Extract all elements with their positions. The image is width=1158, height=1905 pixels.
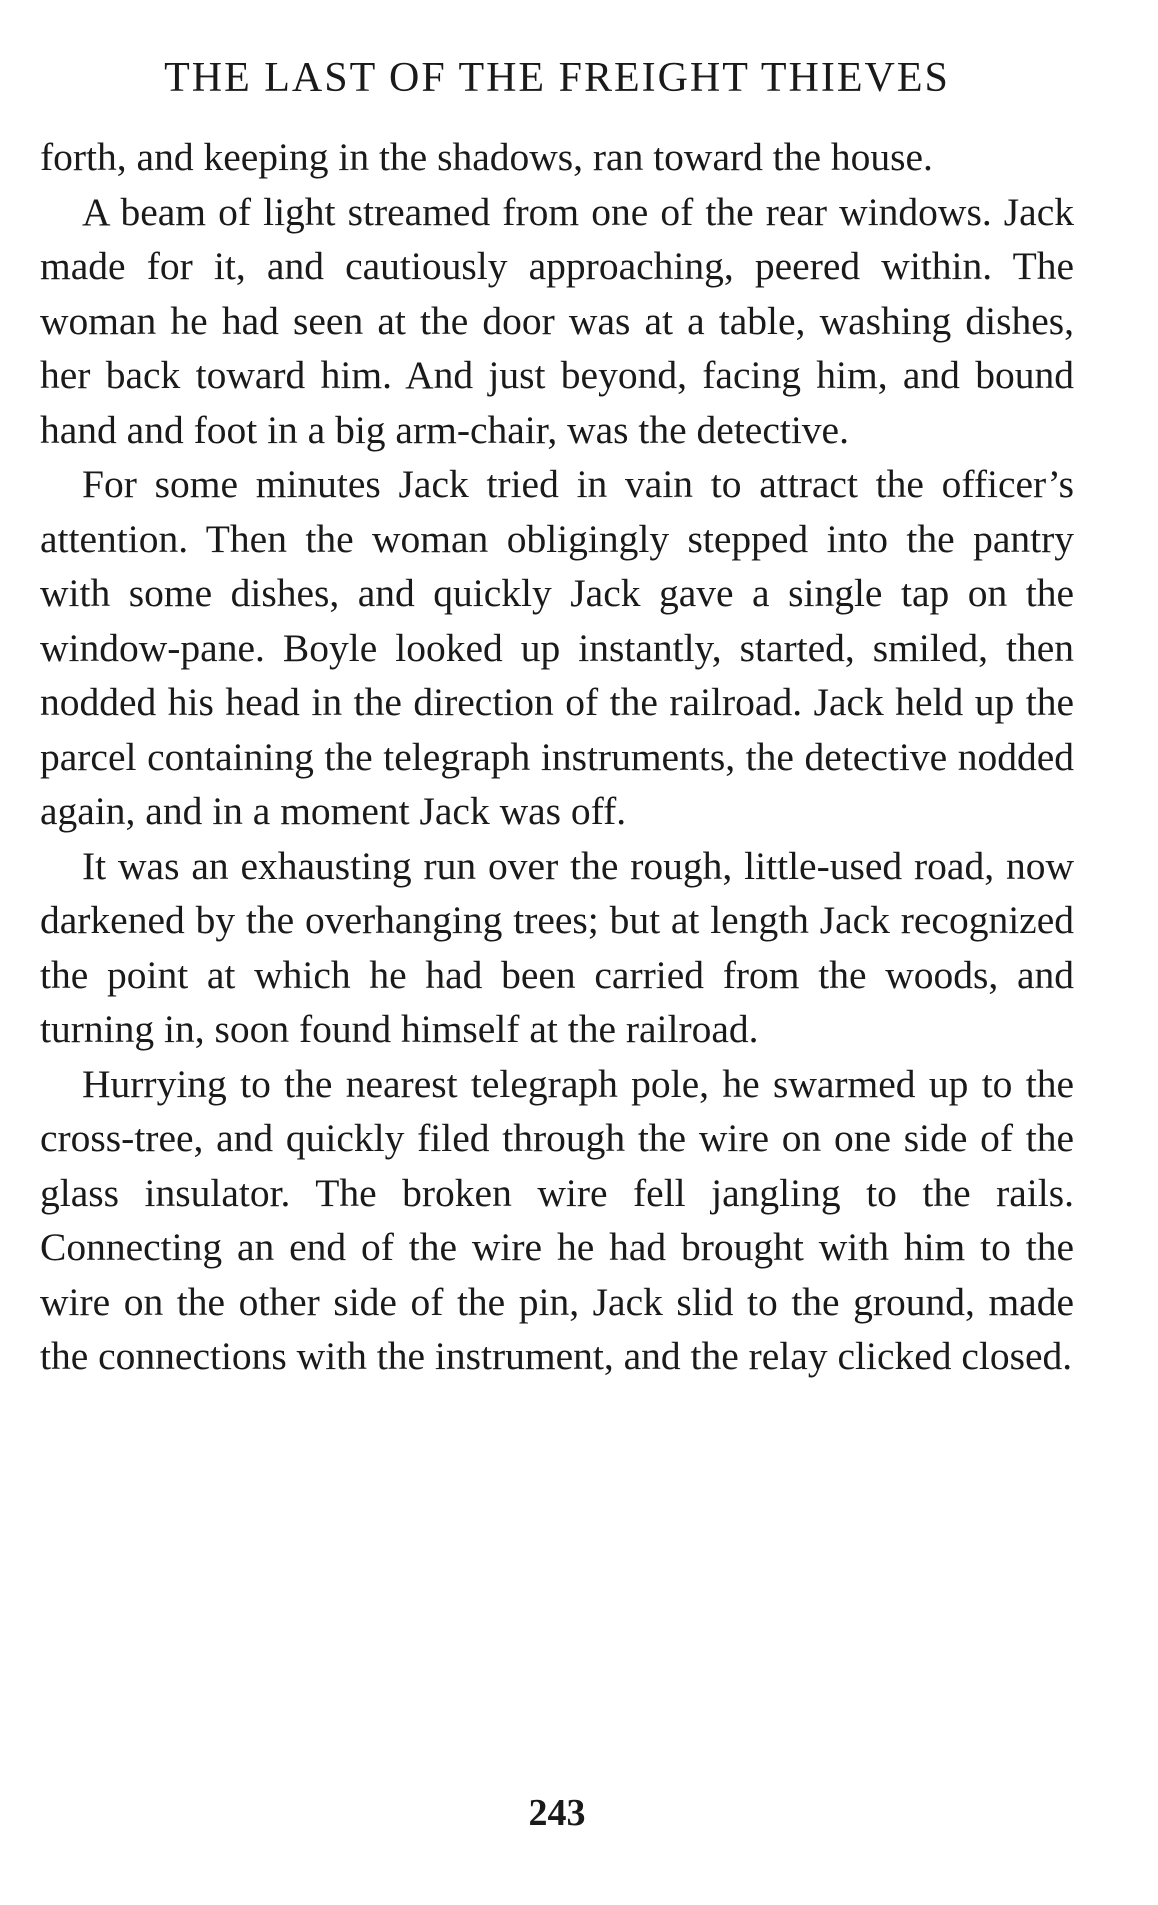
paragraph-2: A beam of light streamed from one of the rear windows. Jack made for it, and cautiously approaching, peered within. The woman he had seen at the door was at a table, washing dishes, her back toward him. And just beyond, facing him, and bound hand and foot in a big arm-chair, was the detective. — [40, 189, 1074, 452]
running-head: THE LAST OF THE FREIGHT THIEVES — [164, 55, 950, 101]
body-text — [40, 130, 1074, 1384]
paragraph-1: forth, and keeping in the shadows, ran toward the house. — [40, 135, 933, 179]
paragraph-5: Hurrying to the nearest telegraph pole, he swarmed up to the cross-tree, and quickly filed through the wire on one side of the glass insulator. The broken wire fell jangling to the rails. Connecting an end of the wire he had brought with him to the wire on the other side of the pin, Jack slid to the ground, made the connections with the instrument, and the relay clicked closed. — [40, 1061, 1074, 1378]
page-number: 243 — [528, 1792, 586, 1834]
paragraph-4: It was an exhausting run over the rough, little-used road, now darkened by the overhanging trees; but at length Jack recognized the point at which he had been carried from the woods, and turning in, soon found himself at the railroad. — [40, 843, 1074, 1051]
book-page — [40, 48, 1074, 1868]
paragraph-3: For some minutes Jack tried in vain to attract the officer’s attention. Then the woman obligingly stepped into the pantry with some dishes, and quickly Jack gave a single tap on the window-pane. Boyle looked up instantly, started, smiled, then nodded his head in the direction of the railroad. Jack held up the parcel containing the telegraph instruments, the detective nodded again, and in a moment Jack was off. — [40, 462, 1074, 833]
